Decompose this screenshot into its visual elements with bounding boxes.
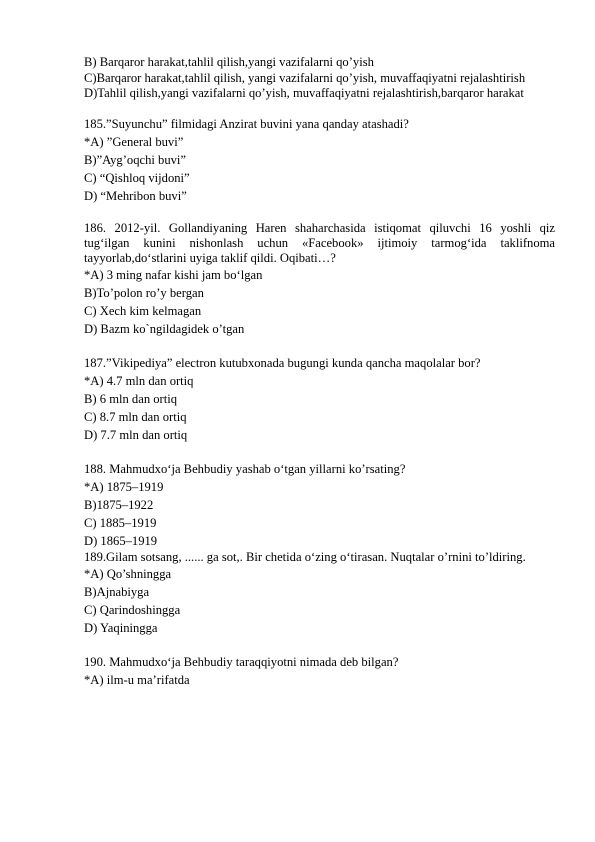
q185-option-b: B)”Ayg’oqchi buvi” [84, 153, 187, 167]
q185-option-d: D) “Mehribon buvi” [84, 189, 187, 203]
q184-option-b: B) Barqaror harakat,tahlil qilish,yangi vazifalarni qo’yish [84, 55, 374, 69]
q189-option-d: D) Yaqiningga [84, 621, 158, 635]
q184-option-d: D)Tahlil qilish,yangi vazifalarni qo’yish, muvaffaqiyatni rejalashtirish,barqaror harakat [84, 86, 524, 100]
q188-option-d: D) 1865–1919 [84, 534, 158, 548]
q189-option-c: C) Qarindoshingga [84, 603, 181, 617]
q185-option-a: *A) ”General buvi” [84, 135, 184, 149]
q190-question: 190. Mahmudxo‘ja Behbudiy taraqqiyotni nimada deb bilgan? [84, 655, 399, 669]
q186-option-a: *A) 3 ming nafar kishi jam bo‘lgan [84, 268, 263, 282]
q189-option-b: B)Ajnabiyga [84, 585, 150, 599]
q185-question: 185.”Suyunchu” filmidagi Anzirat buvini yana qanday atashadi? [84, 117, 409, 131]
q186-option-c: C) Xech kim kelmagan [84, 304, 202, 318]
q188-option-c: C) 1885–1919 [84, 516, 157, 530]
q187-option-b: B) 6 mln dan ortiq [84, 392, 178, 406]
q186-option-b: B)To’polon ro’y bergan [84, 286, 204, 300]
q190-option-a: *A) ilm-u ma’rifatda [84, 673, 190, 687]
q189-question: 189.Gilam sotsang, ...... ga sot,. Bir chetida o‘zing o‘tirasan. Nuqtalar o’rnini to’ldiring. [84, 550, 526, 564]
q189-option-a: *A) Qo’shningga [84, 567, 172, 581]
document-content [84, 53, 555, 689]
q184-option-c: C)Barqaror harakat,tahlil qilish, yangi vazifalarni qo’yish, muvaffaqiyatni rejalashtirish [84, 71, 526, 85]
q185-option-c: C) “Qishloq vijdoni” [84, 171, 190, 185]
q186-option-d: D) Bazm ko`ngildagidek o’tgan [84, 322, 245, 336]
q187-option-a: *A) 4.7 mln dan ortiq [84, 374, 194, 388]
q188-option-a: *A) 1875–1919 [84, 480, 164, 494]
q187-option-d: D) 7.7 mln dan ortiq [84, 428, 188, 442]
q188-option-b: B)1875–1922 [84, 498, 154, 512]
q186-question: 186. 2012-yil. Gollandiyaning Haren shaharchasida istiqomat qiluvchi 16 yoshli qiz tug‘ilgan kunini nishonlash uchun «Facebook» ijtimoiy tarmog‘ida taklifnoma tayyorlab,do‘stlarini uyiga taklif qildi. Oqibati…? [84, 221, 555, 265]
q188-question: 188. Mahmudxo‘ja Behbudiy yashab o‘tgan yillarni ko’rsating? [84, 462, 406, 476]
q187-option-c: C) 8.7 mln dan ortiq [84, 410, 187, 424]
q187-question: 187.”Vikipediya” electron kutubxonada bugungi kunda qancha maqolalar bor? [84, 356, 481, 370]
